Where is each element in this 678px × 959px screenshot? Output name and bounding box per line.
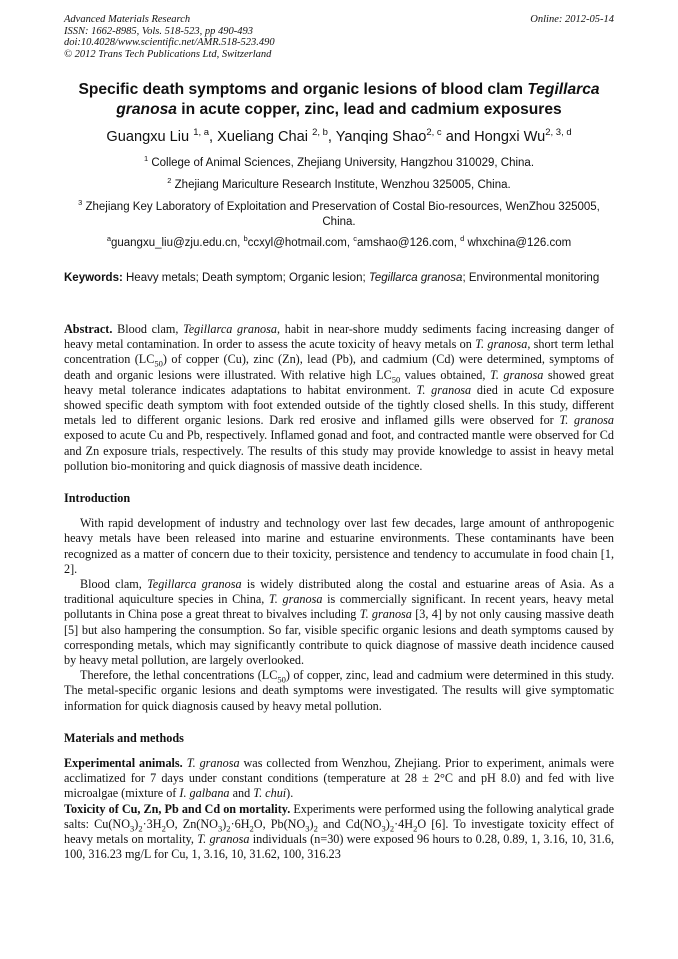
affiliation-2: $^2$ Zhejiang Mariculture Research Institute, Wenzhou 325005, China. [167,176,511,191]
email-list: $^a$guangxu_liu@zju.edu.cn, $^b$ccxyl@hotmail.com, $^c$amshao@126.com, $^d$ whxchina@126.com [106,234,572,249]
copyright-line: © 2012 Trans Tech Publications Ltd, Switzerland [64,48,272,60]
intro-paragraph-2: Blood clam, Tegillarca granosa is widely distributed along the costal and estuarine areas of Asia. As a traditional aquiculture species in China, T. granosa is commercially significant. In recent years, heavy metal pollutants in China pose a great threat to bivalves including T. granosa [3, 4] by not only causing massive death [5] but also hampering the consumption. So far, visible specific organic lesions and death symptoms caused by corresponding metals, which may significantly contribute to quick diagnose of massive death incidence caused by heavy metal pollution, are largely overlooked. [64,577,615,668]
journal-name: Advanced Materials Research [64,14,191,25]
intro-paragraph-1: With rapid development of industry and technology over last few decades, large amount of anthropogenic heavy metals have been released into marine and estuarine environments. These contaminants have been recognized as a matter of concern due to their toxicity, persistence and tendency to accumulate in food chain [1, 2]. [64,516,614,576]
online-date: Online: 2012-05-14 [530,14,614,25]
paper-body [64,322,614,863]
paper-title: Specific death symptoms and organic lesions of blood clam Tegillarca granosa in acute copper, zinc, lead and cadmium exposures [78,81,600,118]
methods-toxicity: Toxicity of Cu, Zn, Pb and Cd on mortality. Experiments were performed using the following analytical grade salts: $Cu(NO_3)_2\cdot 3H_2O$, $Zn(NO_3)_2\cdot 6H_2O$, $Pb(NO_3)_2$ and $Cd(NO_3)_2\cdot 4H_2O$ [6]. To investigate toxicity effect of heavy metals on mortality, T. granosa individuals (n=30) were exposed 96 hours to 0.28, 0.89, 1, 3.16, 10, 31.6, 100, 316.23 mg/L for Cu, 1, 3.16, 10, 31.62, 100, 316.23 [64,801,614,862]
methods-heading: Materials and methods [64,730,184,745]
author-name: , Xueliang Chai [209,129,313,145]
methods-experimental-animals: Experimental animals. T. granosa was collected from Wenzhou, Zhejiang. Prior to experiment, animals were acclimatized for 7 days under constant conditions (temperature at 28 ± 2°C and pH 8.0) and fed with live microalgae (mixture of I. galbana and T. chui). [64,756,615,801]
keywords: Keywords: Heavy metals; Death symptom; Organic lesion; Tegillarca granosa; Environmental monitoring [64,272,600,284]
intro-paragraph-3: Therefore, the lethal concentrations $(LC_{50})$ of copper, zinc, lead and cadmium were determined in this study. The metal-specific organic lesions and death symptoms were investigated. The results will give symptomatic information for quick diagnosis caused by heavy metal pollution. [64,668,614,713]
affiliation-3: $^3$ Zhejiang Key Laboratory of Exploitation and Preservation of Costal Bio-resources, WenZhou 325005, China. [78,198,600,228]
author-name: and Hongxi Wu [441,129,546,145]
author-name: , Yanqing Shao [327,129,427,145]
author-name: Guangxu Liu [106,129,194,145]
author-list: Guangxu Liu $^{1, a}$, Xueliang Chai $^{2, b}$, Yanqing Shao$^{2, c}$ and Hongxi Wu$^{2, 3, d}$ [106,127,572,145]
journal-header [64,14,614,60]
abstract: Abstract. Blood clam, Tegillarca granosa, habit in near-shore muddy sediments facing increasing danger of heavy metal contamination. In order to assess the acute toxicity of heavy metals on T. granosa, short term lethal concentration $(LC_{50})$ of copper (Cu), zinc (Zn), lead (Pb), and cadmium (Cd) were determined, symptoms of death and organic lesions were illustrated. With relative high $LC_{50}$ values obtained, T. granosa showed great heavy metal tolerance indicates adaptations to habitat environment. T. granosa died in acute Cd exposure showed specific death symptom with foot extended outside of the tightly closed shells. In this study, different metals led to different organic lesions. Dark red erosive and inflamed gills were observed for T. granosa exposed to acute Cu and Pb, respectively. Inflamed gonad and foot, and contracted mantle were observed for Cd and Zn exposure trials, respectively. The results of this study may provide knowledge to assist in heavy metal pollution bio-monitoring and quick diagnosis of massive death incidence. [64,322,615,473]
introduction-heading: Introduction [64,491,131,506]
doi-line: doi:10.4028/www.scientific.net/AMR.518-523.490 [64,37,275,48]
affiliation-1: $^1$ College of Animal Sciences, Zhejiang University, Hangzhou 310029, China. [143,154,535,169]
issn-line: ISSN: 1662-8985, Vols. 518-523, pp 490-493 [64,25,253,37]
